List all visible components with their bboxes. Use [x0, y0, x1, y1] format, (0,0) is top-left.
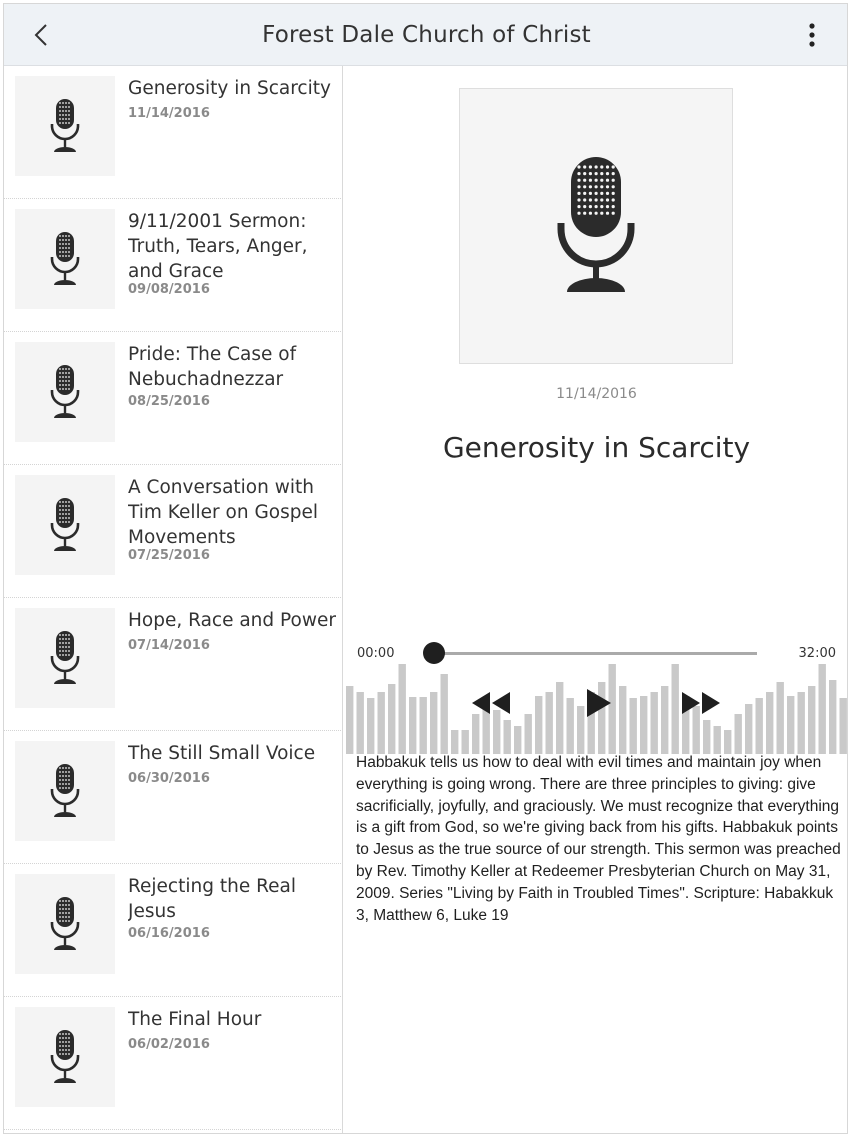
sermon-item-date: 11/14/2016 — [128, 106, 210, 121]
sermon-item-title: The Still Small Voice — [128, 743, 316, 764]
waveform-bar — [829, 680, 836, 754]
sermon-list-item[interactable] — [4, 465, 343, 598]
waveform-bar — [514, 726, 521, 754]
microphone-icon — [50, 1030, 80, 1084]
waveform-bar — [567, 698, 574, 754]
waveform-bar — [420, 697, 427, 754]
waveform-bar — [661, 686, 668, 754]
microphone-icon — [50, 897, 80, 951]
sermon-item-title: 9/11/2001 Sermon: Truth, Tears, Anger, and Grace — [128, 211, 308, 282]
waveform-bar — [367, 698, 374, 754]
sermon-thumbnail — [15, 209, 115, 309]
sermon-item-date: 08/25/2016 — [128, 394, 210, 409]
play-button[interactable] — [584, 686, 614, 724]
waveform-bar — [399, 664, 406, 754]
sermon-list-item[interactable] — [4, 997, 343, 1130]
current-time: 00:00 — [357, 646, 395, 661]
app-window — [3, 3, 848, 1134]
page-title: Forest Dale Church of Christ — [262, 22, 591, 48]
waveform-bar — [378, 692, 385, 754]
microphone-icon — [556, 157, 636, 295]
sermon-list-item[interactable] — [4, 731, 343, 864]
sermon-list-item[interactable] — [4, 66, 343, 199]
waveform-bar — [546, 692, 553, 754]
waveform-bar — [808, 686, 815, 754]
waveform-bar — [745, 704, 752, 754]
waveform-bar — [651, 692, 658, 754]
sermon-artwork — [459, 88, 733, 364]
waveform-bar — [525, 714, 532, 754]
waveform-bar — [556, 682, 563, 754]
waveform-bar — [766, 692, 773, 754]
waveform-bar — [840, 698, 847, 754]
waveform-bar — [409, 697, 416, 754]
sermon-item-date: 09/08/2016 — [128, 282, 210, 297]
microphone-icon — [50, 365, 80, 419]
sermon-item-title: The Final Hour — [128, 1009, 262, 1030]
sermon-title: Generosity in Scarcity — [442, 431, 751, 464]
sermon-description: Habbakuk tells us how to deal with evil times and maintain joy when everything is going wrong. There are three principles to giving: give sacrificially, joyfully, and graciously. We must recognize that everything is a gift from God, so we're giving back from his gifts. Habbakuk points to Jesus as the true source of our strength. This sermon was preached by Rev. Timothy Keller at Redeemer Presbyterian Church on May 31, 2009. Series "Living by Faith in Troubled Times". Scripture: Habakkuk 3, Matthew 6, Luke 19 — [356, 754, 841, 924]
progress-track[interactable] — [434, 652, 757, 655]
rewind-button[interactable] — [470, 690, 514, 720]
sermon-thumbnail — [15, 1007, 115, 1107]
sermon-list-item[interactable] — [4, 332, 343, 465]
more-vertical-icon — [800, 18, 824, 52]
sermon-item-date: 07/14/2016 — [128, 638, 210, 653]
waveform-bar — [672, 664, 679, 754]
sermon-item-title: Pride: The Case of Nebuchadnezzar — [128, 344, 297, 390]
microphone-icon — [50, 232, 80, 286]
waveform-bar — [630, 698, 637, 754]
waveform-bar — [430, 692, 437, 754]
waveform-bar — [798, 692, 805, 754]
microphone-icon — [50, 764, 80, 818]
sermon-list-item[interactable] — [4, 199, 343, 332]
waveform-bar — [441, 674, 448, 754]
sermon-item-date: 06/02/2016 — [128, 1037, 210, 1052]
sermon-thumbnail — [15, 76, 115, 176]
waveform-bar — [462, 730, 469, 754]
waveform-bar — [640, 696, 647, 754]
microphone-icon — [50, 99, 80, 153]
waveform-bar — [714, 726, 721, 754]
waveform-bar — [724, 730, 731, 754]
total-time: 32:00 — [798, 646, 836, 661]
sermon-item-date: 06/30/2016 — [128, 771, 210, 786]
waveform-bar — [819, 664, 826, 754]
audio-player — [344, 636, 848, 754]
waveform-bar — [388, 684, 395, 754]
waveform-bar — [346, 686, 353, 754]
waveform-bar — [756, 698, 763, 754]
sermon-item-title: Generosity in Scarcity — [128, 78, 331, 99]
sermon-list[interactable] — [4, 66, 343, 1134]
sermon-thumbnail — [15, 608, 115, 708]
waveform-bar — [703, 720, 710, 754]
sermon-item-date: 06/16/2016 — [128, 926, 210, 941]
sermon-date: 11/14/2016 — [556, 386, 637, 402]
waveform-bar — [777, 682, 784, 754]
fast-forward-icon — [680, 690, 724, 716]
fast-forward-button[interactable] — [680, 690, 724, 720]
sermon-thumbnail — [15, 874, 115, 974]
microphone-icon — [50, 498, 80, 552]
sermon-list-item[interactable] — [4, 864, 343, 997]
waveform-bar — [619, 686, 626, 754]
app-header — [4, 4, 848, 66]
more-options-button[interactable] — [800, 18, 824, 52]
progress-knob[interactable] — [423, 642, 445, 664]
waveform-bar — [472, 714, 479, 754]
waveform-bar — [787, 696, 794, 754]
waveform-bar — [735, 714, 742, 754]
sermon-list-item[interactable] — [4, 598, 343, 731]
waveform-bar — [535, 696, 542, 754]
sermon-thumbnail — [15, 342, 115, 442]
waveform-bar — [504, 720, 511, 754]
rewind-icon — [470, 690, 514, 716]
sermon-thumbnail — [15, 741, 115, 841]
sermon-item-title: Hope, Race and Power — [128, 610, 336, 631]
sermon-detail — [344, 66, 848, 1134]
sermon-item-title: Rejecting the Real Jesus — [128, 876, 296, 922]
play-icon — [584, 686, 614, 720]
sermon-item-title: A Conversation with Tim Keller on Gospel Movements — [128, 477, 318, 548]
sermon-item-date: 07/25/2016 — [128, 548, 210, 563]
waveform-bar — [357, 692, 364, 754]
microphone-icon — [50, 631, 80, 685]
waveform-bar — [451, 730, 458, 754]
sermon-thumbnail — [15, 475, 115, 575]
